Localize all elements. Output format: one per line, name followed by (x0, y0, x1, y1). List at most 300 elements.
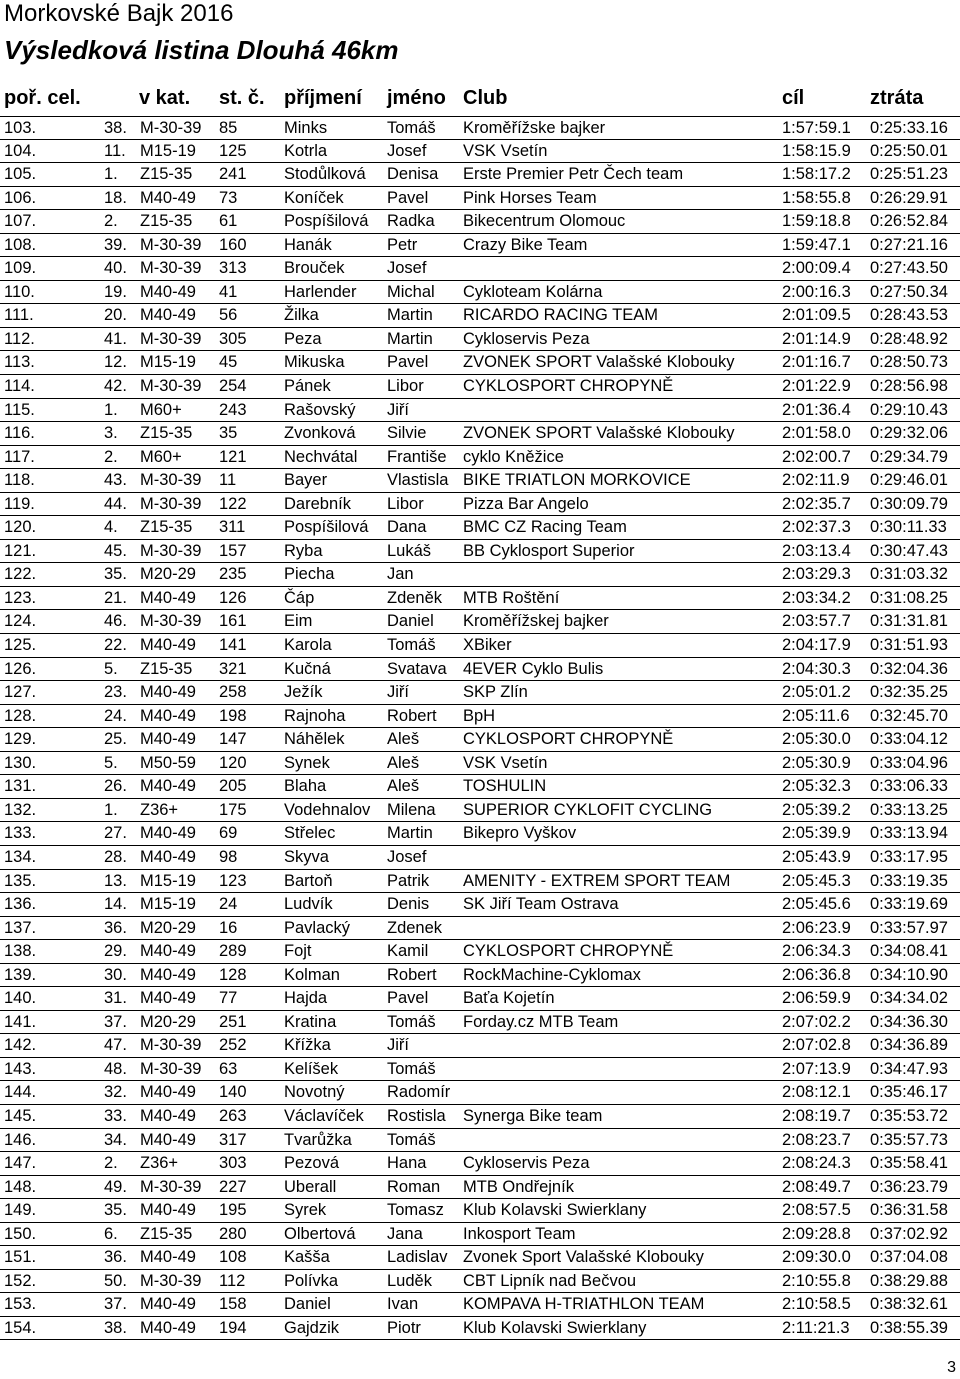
cell-kategorie: M-30-39 (140, 329, 202, 348)
cell-prijmeni: Křížka (284, 1036, 331, 1055)
table-row (0, 493, 960, 517)
cell-cil: 2:08:57.5 (782, 1201, 851, 1220)
cell-jmeno: Tomáš (387, 1012, 436, 1031)
cell-startovni-cislo: 56 (219, 306, 238, 325)
cell-v-kat: 40. (104, 259, 127, 278)
table-row (0, 516, 960, 540)
cell-cil: 1:59:47.1 (782, 235, 851, 254)
table-row (0, 540, 960, 564)
cell-kategorie: M15-19 (140, 895, 196, 914)
cell-club: Bikecentrum Olomouc (463, 212, 626, 231)
cell-prijmeni: Brouček (284, 259, 345, 278)
cell-v-kat: 1. (104, 800, 118, 819)
table-row (0, 351, 960, 375)
cell-v-kat: 30. (104, 965, 127, 984)
table-row (0, 705, 960, 729)
cell-cil: 2:05:43.9 (782, 847, 851, 866)
table-row (0, 634, 960, 658)
cell-poradi: 113. (4, 353, 35, 372)
table-row (0, 728, 960, 752)
cell-club: cyklo Kněžice (463, 447, 564, 466)
cell-cil: 2:01:36.4 (782, 400, 851, 419)
cell-poradi: 122. (4, 565, 37, 584)
cell-club: Pizza Bar Angelo (463, 494, 589, 513)
cell-ztrata: 0:33:06.33 (870, 777, 948, 796)
cell-startovni-cislo: 77 (219, 989, 238, 1008)
cell-cil: 2:01:58.0 (782, 424, 851, 443)
cell-poradi: 107. (4, 212, 37, 231)
cell-startovni-cislo: 243 (219, 400, 247, 419)
cell-ztrata: 0:29:34.79 (870, 447, 948, 466)
cell-startovni-cislo: 263 (219, 1106, 247, 1125)
cell-poradi: 144. (4, 1083, 37, 1102)
cell-club: CYKLOSPORT CHROPYNĚ (463, 377, 674, 396)
cell-poradi: 103. (4, 119, 37, 137)
cell-cil: 2:03:34.2 (782, 588, 851, 607)
cell-v-kat: 4. (104, 518, 118, 537)
cell-club: MTB Roštění (463, 588, 560, 607)
cell-cil: 2:01:09.5 (782, 306, 851, 325)
cell-kategorie: M40-49 (140, 306, 196, 325)
table-row (0, 446, 960, 470)
cell-kategorie: M60+ (140, 400, 182, 419)
cell-poradi: 104. (4, 141, 37, 160)
cell-prijmeni: Daniel (284, 1295, 331, 1314)
cell-ztrata: 0:33:04.96 (870, 753, 948, 772)
table-row (0, 1058, 960, 1082)
table-row (0, 870, 960, 894)
cell-kategorie: M-30-39 (140, 119, 202, 137)
cell-v-kat: 35. (104, 565, 127, 584)
table-row (0, 846, 960, 870)
cell-cil: 2:01:16.7 (782, 353, 851, 372)
cell-prijmeni: Stodůlková (284, 165, 366, 184)
cell-kategorie: M-30-39 (140, 494, 202, 513)
cell-v-kat: 37. (104, 1012, 127, 1031)
cell-startovni-cislo: 251 (219, 1012, 247, 1031)
cell-kategorie: M40-49 (140, 188, 196, 207)
cell-startovni-cislo: 141 (219, 636, 247, 655)
cell-v-kat: 12. (104, 353, 127, 372)
cell-startovni-cislo: 241 (219, 165, 247, 184)
cell-poradi: 140. (4, 989, 37, 1008)
cell-club: SK Jiří Team Ostrava (463, 895, 619, 914)
cell-startovni-cislo: 140 (219, 1083, 247, 1102)
cell-ztrata: 0:32:04.36 (870, 659, 948, 678)
table-row (0, 799, 960, 823)
cell-poradi: 130. (4, 753, 37, 772)
cell-jmeno: Pavel (387, 188, 429, 207)
cell-prijmeni: Pospíšilová (284, 518, 369, 537)
cell-poradi: 151. (4, 1248, 37, 1267)
cell-startovni-cislo: 122 (219, 494, 247, 513)
cell-startovni-cislo: 311 (219, 518, 246, 537)
cell-startovni-cislo: 252 (219, 1036, 247, 1055)
cell-ztrata: 0:36:31.58 (870, 1201, 948, 1220)
cell-v-kat: 13. (104, 871, 127, 890)
header-st-c: st. č. (219, 87, 265, 109)
cell-kategorie: M40-49 (140, 847, 196, 866)
cell-club: Inkosport Team (463, 1224, 576, 1243)
cell-poradi: 147. (4, 1154, 37, 1173)
cell-poradi: 137. (4, 918, 37, 937)
cell-v-kat: 25. (104, 730, 127, 749)
cell-club: XBiker (463, 636, 512, 655)
header-v-kat: v kat. (139, 87, 191, 109)
cell-kategorie: M40-49 (140, 1248, 196, 1267)
cell-kategorie: M40-49 (140, 989, 196, 1008)
cell-prijmeni: Pavlacký (284, 918, 351, 937)
cell-ztrata: 0:38:29.88 (870, 1271, 948, 1290)
cell-ztrata: 0:30:47.43 (870, 541, 948, 560)
cell-poradi: 106. (4, 188, 37, 207)
cell-cil: 2:07:02.2 (782, 1012, 851, 1031)
cell-ztrata: 0:34:47.93 (870, 1059, 948, 1078)
results-table-body (0, 116, 960, 1340)
table-row (0, 187, 960, 211)
cell-cil: 2:08:19.7 (782, 1106, 851, 1125)
cell-v-kat: 26. (104, 777, 127, 796)
cell-ztrata: 0:30:11.33 (870, 518, 947, 537)
cell-v-kat: 42. (104, 377, 127, 396)
cell-kategorie: M15-19 (140, 353, 196, 372)
cell-poradi: 131. (4, 777, 37, 796)
cell-jmeno: Tomáš (387, 119, 436, 137)
cell-v-kat: 21. (104, 588, 127, 607)
cell-kategorie: M40-49 (140, 588, 196, 607)
cell-v-kat: 47. (104, 1036, 127, 1055)
cell-jmeno: Ivan (387, 1295, 419, 1314)
cell-startovni-cislo: 303 (219, 1154, 247, 1173)
cell-poradi: 121. (4, 541, 37, 560)
cell-jmeno: Josef (387, 259, 427, 278)
cell-poradi: 133. (4, 824, 37, 843)
cell-prijmeni: Polívka (284, 1271, 339, 1290)
cell-prijmeni: Syrek (284, 1201, 327, 1220)
cell-startovni-cislo: 147 (219, 730, 247, 749)
cell-startovni-cislo: 227 (219, 1177, 247, 1196)
table-row (0, 658, 960, 682)
cell-kategorie: M-30-39 (140, 1271, 202, 1290)
cell-v-kat: 33. (104, 1106, 127, 1125)
cell-kategorie: M40-49 (140, 965, 196, 984)
table-row (0, 140, 960, 164)
cell-kategorie: M40-49 (140, 1106, 196, 1125)
cell-poradi: 136. (4, 895, 37, 914)
cell-v-kat: 2. (104, 1154, 118, 1173)
cell-cil: 2:06:36.8 (782, 965, 851, 984)
cell-club: TOSHULIN (463, 777, 547, 796)
cell-v-kat: 41. (104, 329, 127, 348)
table-header (0, 84, 960, 112)
cell-jmeno: Jiří (387, 400, 409, 419)
cell-poradi: 139. (4, 965, 37, 984)
cell-kategorie: Z36+ (140, 1154, 179, 1173)
cell-club: AMENITY - EXTREM SPORT TEAM (463, 871, 731, 890)
cell-prijmeni: Olbertová (284, 1224, 356, 1243)
cell-jmeno: Patrik (387, 871, 430, 890)
cell-ztrata: 0:32:45.70 (870, 706, 948, 725)
cell-jmeno: Denis (387, 895, 430, 914)
cell-poradi: 109. (4, 259, 37, 278)
cell-ztrata: 0:33:17.95 (870, 847, 948, 866)
cell-club: Zvonek Sport Valašské Klobouky (463, 1248, 704, 1267)
cell-jmeno: Daniel (387, 612, 434, 631)
cell-jmeno: Martin (387, 329, 433, 348)
cell-ztrata: 0:32:35.25 (870, 683, 948, 702)
cell-startovni-cislo: 161 (219, 612, 247, 631)
cell-cil: 1:58:55.8 (782, 188, 851, 207)
cell-prijmeni: Piecha (284, 565, 335, 584)
cell-jmeno: Piotr (387, 1318, 421, 1337)
cell-prijmeni: Václavíček (284, 1106, 364, 1125)
cell-kategorie: M40-49 (140, 683, 196, 702)
cell-club: MTB Ondřejník (463, 1177, 574, 1196)
cell-jmeno: Luděk (387, 1271, 432, 1290)
cell-prijmeni: Kučná (284, 659, 331, 678)
cell-cil: 2:08:12.1 (782, 1083, 851, 1102)
cell-poradi: 141. (4, 1012, 37, 1031)
cell-club: CBT Lipník nad Bečvou (463, 1271, 637, 1290)
cell-jmeno: Denisa (387, 165, 439, 184)
cell-club: BB Cyklosport Superior (463, 541, 635, 560)
cell-jmeno: Ladislav (387, 1248, 448, 1267)
cell-cil: 2:02:37.3 (782, 518, 851, 537)
cell-poradi: 138. (4, 942, 37, 961)
cell-ztrata: 0:33:13.25 (870, 800, 948, 819)
cell-club: SKP Zlín (463, 683, 528, 702)
cell-kategorie: M40-49 (140, 942, 196, 961)
cell-cil: 2:06:34.3 (782, 942, 851, 961)
cell-kategorie: M40-49 (140, 1318, 196, 1337)
cell-cil: 2:00:09.4 (782, 259, 851, 278)
cell-cil: 2:05:30.9 (782, 753, 851, 772)
cell-startovni-cislo: 85 (219, 119, 238, 137)
cell-startovni-cislo: 41 (219, 282, 238, 301)
cell-cil: 2:02:11.9 (782, 471, 850, 490)
cell-jmeno: Pavel (387, 353, 429, 372)
cell-jmeno: Michal (387, 282, 435, 301)
cell-startovni-cislo: 128 (219, 965, 247, 984)
cell-jmeno: Zdeněk (387, 588, 443, 607)
cell-startovni-cislo: 317 (219, 1130, 247, 1149)
table-row (0, 469, 960, 493)
cell-startovni-cislo: 198 (219, 706, 247, 725)
table-row (0, 1105, 960, 1129)
table-row (0, 1176, 960, 1200)
cell-club: ZVONEK SPORT Valašské Klobouky (463, 353, 735, 372)
cell-ztrata: 0:37:04.08 (870, 1248, 948, 1267)
cell-ztrata: 0:31:51.93 (870, 636, 948, 655)
cell-kategorie: Z15-35 (140, 1224, 193, 1243)
cell-prijmeni: Pospíšilová (284, 212, 369, 231)
cell-v-kat: 35. (104, 1201, 127, 1220)
cell-kategorie: M-30-39 (140, 541, 202, 560)
document-subtitle: Výsledková listina Dlouhá 46km (4, 35, 399, 65)
cell-jmeno: Radomír (387, 1083, 451, 1102)
cell-prijmeni: Kolman (284, 965, 340, 984)
cell-v-kat: 6. (104, 1224, 118, 1243)
cell-prijmeni: Rajnoha (284, 706, 346, 725)
cell-poradi: 146. (4, 1130, 37, 1149)
cell-v-kat: 1. (104, 400, 118, 419)
cell-poradi: 114. (4, 377, 35, 396)
cell-club: RICARDO RACING TEAM (463, 306, 658, 325)
table-row (0, 610, 960, 634)
cell-v-kat: 49. (104, 1177, 127, 1196)
cell-cil: 2:05:11.6 (782, 706, 850, 725)
table-row (0, 163, 960, 187)
table-row (0, 775, 960, 799)
table-row (0, 563, 960, 587)
cell-v-kat: 31. (104, 989, 127, 1008)
cell-prijmeni: Rašovský (284, 400, 356, 419)
cell-jmeno: Jiří (387, 683, 409, 702)
cell-kategorie: M20-29 (140, 1012, 196, 1031)
cell-ztrata: 0:31:31.81 (870, 612, 948, 631)
cell-cil: 2:07:02.8 (782, 1036, 851, 1055)
cell-club: SUPERIOR CYKLOFIT CYCLING (463, 800, 713, 819)
cell-club: Cykloservis Peza (463, 1154, 590, 1173)
cell-startovni-cislo: 45 (219, 353, 238, 372)
cell-poradi: 134. (4, 847, 37, 866)
cell-v-kat: 14. (104, 895, 127, 914)
cell-startovni-cislo: 321 (219, 659, 247, 678)
header-jmeno: jméno (387, 87, 446, 109)
table-row (0, 210, 960, 234)
cell-v-kat: 18. (104, 188, 127, 207)
cell-ztrata: 0:29:10.43 (870, 400, 948, 419)
cell-cil: 2:10:55.8 (782, 1271, 851, 1290)
cell-cil: 2:03:57.7 (782, 612, 851, 631)
cell-club: 4EVER Cyklo Bulis (463, 659, 604, 678)
cell-v-kat: 22. (104, 636, 127, 655)
table-row (0, 1270, 960, 1294)
cell-startovni-cislo: 61 (219, 212, 238, 231)
cell-v-kat: 46. (104, 612, 127, 631)
cell-prijmeni: Mikuska (284, 353, 345, 372)
cell-poradi: 119. (4, 494, 35, 513)
cell-club: Kroměřížskej bajker (463, 612, 609, 631)
cell-startovni-cislo: 280 (219, 1224, 247, 1243)
table-row (0, 281, 960, 305)
cell-startovni-cislo: 235 (219, 565, 247, 584)
cell-club: Cykloservis Peza (463, 329, 590, 348)
cell-poradi: 129. (4, 730, 37, 749)
cell-cil: 2:03:13.4 (782, 541, 851, 560)
cell-prijmeni: Čáp (284, 588, 315, 607)
cell-v-kat: 36. (104, 1248, 127, 1267)
cell-startovni-cislo: 258 (219, 683, 247, 702)
cell-cil: 1:57:59.1 (782, 119, 851, 137)
cell-kategorie: M-30-39 (140, 259, 202, 278)
cell-poradi: 145. (4, 1106, 37, 1125)
cell-cil: 2:01:22.9 (782, 377, 851, 396)
table-row (0, 893, 960, 917)
cell-startovni-cislo: 112 (219, 1271, 246, 1290)
table-row (0, 1129, 960, 1153)
cell-cil: 2:10:58.5 (782, 1295, 851, 1314)
cell-prijmeni: Zvonková (284, 424, 356, 443)
cell-poradi: 120. (4, 518, 37, 537)
table-row (0, 399, 960, 423)
cell-kategorie: M40-49 (140, 636, 196, 655)
table-row (0, 587, 960, 611)
cell-prijmeni: Blaha (284, 777, 327, 796)
cell-startovni-cislo: 24 (219, 895, 238, 914)
cell-kategorie: M15-19 (140, 141, 196, 160)
cell-poradi: 111. (4, 306, 34, 325)
cell-poradi: 152. (4, 1271, 37, 1290)
cell-kategorie: Z15-35 (140, 518, 193, 537)
cell-ztrata: 0:37:02.92 (870, 1224, 948, 1243)
table-row (0, 304, 960, 328)
cell-prijmeni: Hajda (284, 989, 328, 1008)
header-cel: cel. (47, 87, 81, 109)
cell-jmeno: Aleš (387, 777, 420, 796)
cell-poradi: 150. (4, 1224, 37, 1243)
cell-club: Klub Kolavski Swierklany (463, 1201, 647, 1220)
cell-v-kat: 2. (104, 447, 118, 466)
table-row (0, 822, 960, 846)
cell-jmeno: Martin (387, 306, 433, 325)
cell-kategorie: M40-49 (140, 1083, 196, 1102)
cell-ztrata: 0:34:10.90 (870, 965, 948, 984)
cell-v-kat: 2. (104, 212, 118, 231)
cell-startovni-cislo: 305 (219, 329, 247, 348)
cell-prijmeni: Vodehnalov (284, 800, 371, 819)
cell-v-kat: 11. (104, 141, 126, 160)
cell-v-kat: 44. (104, 494, 127, 513)
cell-startovni-cislo: 123 (219, 871, 247, 890)
table-row (0, 1152, 960, 1176)
cell-poradi: 143. (4, 1059, 37, 1078)
cell-startovni-cislo: 11 (219, 471, 237, 490)
cell-kategorie: M40-49 (140, 1130, 196, 1149)
cell-jmeno: Martin (387, 824, 433, 843)
table-row (0, 375, 960, 399)
header-prijmeni: příjmení (284, 87, 362, 109)
cell-club: BIKE TRIATLON MORKOVICE (463, 471, 691, 490)
cell-cil: 2:08:24.3 (782, 1154, 851, 1173)
cell-jmeno: Jana (387, 1224, 423, 1243)
table-row (0, 752, 960, 776)
cell-prijmeni: Karola (284, 636, 332, 655)
cell-v-kat: 24. (104, 706, 127, 725)
cell-kategorie: M-30-39 (140, 235, 202, 254)
cell-club: CYKLOSPORT CHROPYNĚ (463, 942, 674, 961)
cell-v-kat: 3. (104, 424, 118, 443)
cell-poradi: 117. (4, 447, 35, 466)
cell-ztrata: 0:29:46.01 (870, 471, 948, 490)
cell-jmeno: Svatava (387, 659, 447, 678)
cell-prijmeni: Synek (284, 753, 330, 772)
cell-prijmeni: Hanák (284, 235, 332, 254)
cell-prijmeni: Kratina (284, 1012, 337, 1031)
cell-cil: 2:09:30.0 (782, 1248, 851, 1267)
cell-kategorie: M40-49 (140, 1295, 196, 1314)
table-row (0, 1199, 960, 1223)
cell-prijmeni: Střelec (284, 824, 336, 843)
cell-ztrata: 0:27:50.34 (870, 282, 948, 301)
cell-kategorie: M40-49 (140, 1201, 196, 1220)
cell-cil: 2:07:13.9 (782, 1059, 851, 1078)
cell-ztrata: 0:27:43.50 (870, 259, 948, 278)
cell-poradi: 128. (4, 706, 37, 725)
table-row (0, 681, 960, 705)
cell-prijmeni: Uberall (284, 1177, 337, 1196)
cell-club: BMC CZ Racing Team (463, 518, 627, 537)
